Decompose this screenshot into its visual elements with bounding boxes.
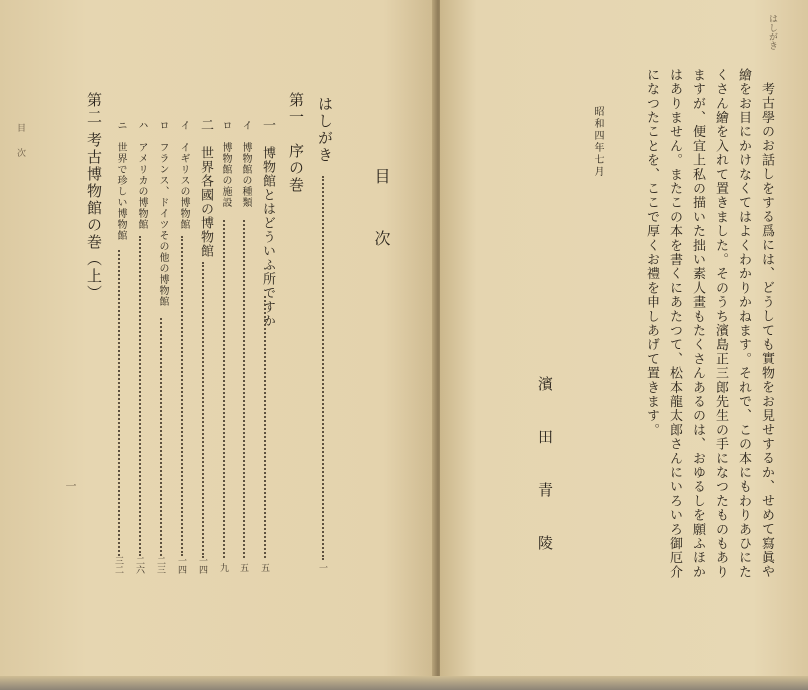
toc-leader — [118, 250, 120, 556]
preface-date: 昭和四年七月 — [592, 106, 603, 178]
toc-chapter-2-title: 考古博物館の巻（上） — [85, 132, 103, 302]
preface-author: 濱田青陵 — [536, 376, 554, 588]
toc-page-number: 一四 — [176, 556, 186, 574]
toc-page-number: 九 — [218, 563, 228, 572]
toc-page-number: 一四 — [197, 556, 207, 574]
toc-leader — [243, 220, 245, 558]
toc-subsection-2c: ハ アメリカの博物館 — [136, 120, 147, 230]
toc-section-1: 一 博物館とはどういふ所ですか — [260, 118, 275, 328]
toc-subsection-2b: ロ フランス、ドイツその他の博物館 — [157, 120, 168, 307]
toc-leader — [322, 176, 324, 560]
preface-line-1: 考古學のお話しをする爲には、どうしても實物をお見せするか、せめて寫眞や — [759, 82, 774, 579]
toc-page-number: 五 — [238, 563, 248, 572]
toc-title: 目次 — [372, 168, 391, 292]
running-head-char-2: 次 — [15, 148, 25, 157]
toc-leader — [264, 296, 266, 558]
preface-page — [440, 0, 808, 690]
toc-leader — [223, 220, 225, 558]
preface-line-4: ますが、便宜上私の描いた拙い素人畫もたくさんあるのは、おゆるしを願ふほか — [690, 68, 705, 580]
running-head: はしがき — [767, 14, 777, 50]
preface-line-6: になつたことを、ここで厚くお禮を申しあげて置きます。 — [644, 68, 659, 438]
toc-chapter-2-label: 第二 — [85, 92, 103, 126]
page-bottom-edge — [0, 676, 808, 690]
toc-leader — [181, 236, 183, 556]
toc-entry-hashigaki: はしがき — [316, 96, 334, 164]
toc-page-number: 二三 — [155, 556, 165, 574]
toc-section-2: 二 世界各國の博物館 — [198, 118, 213, 258]
toc-chapter-1: 第一 序の巻 — [287, 92, 305, 194]
toc-subsection-1b: ロ 博物館の施設 — [220, 120, 231, 208]
running-head-char-1: 目 — [15, 123, 25, 132]
toc-subsection-1a: イ 博物館の種類 — [240, 120, 251, 208]
toc-subsection-2a: イ イギリスの博物館 — [178, 120, 189, 230]
preface-line-5: はありません。またこの本を書くにあたつて、松本龍太郎さんにいろいろ御厄介 — [667, 68, 682, 580]
toc-page-number: 一 — [317, 563, 327, 572]
preface-line-3: くさん繪を入れて置きました。そのうち濱島正三郎先生の手になつたものもあり — [713, 68, 728, 580]
toc-page-number: 五 — [259, 563, 269, 572]
preface-line-2: 繪をお目にかけなくてはよくわかりかねます。それで、この本にもわりあひにた — [736, 68, 751, 580]
toc-page-number: 二六 — [134, 556, 144, 574]
toc-leader — [139, 236, 141, 556]
toc-subsection-2d: ニ 世界で珍しい博物館 — [115, 120, 126, 241]
toc-leader — [202, 262, 204, 558]
toc-page-number: 三二 — [113, 556, 123, 574]
toc-leader — [160, 318, 162, 556]
folio: 一 — [64, 480, 77, 491]
